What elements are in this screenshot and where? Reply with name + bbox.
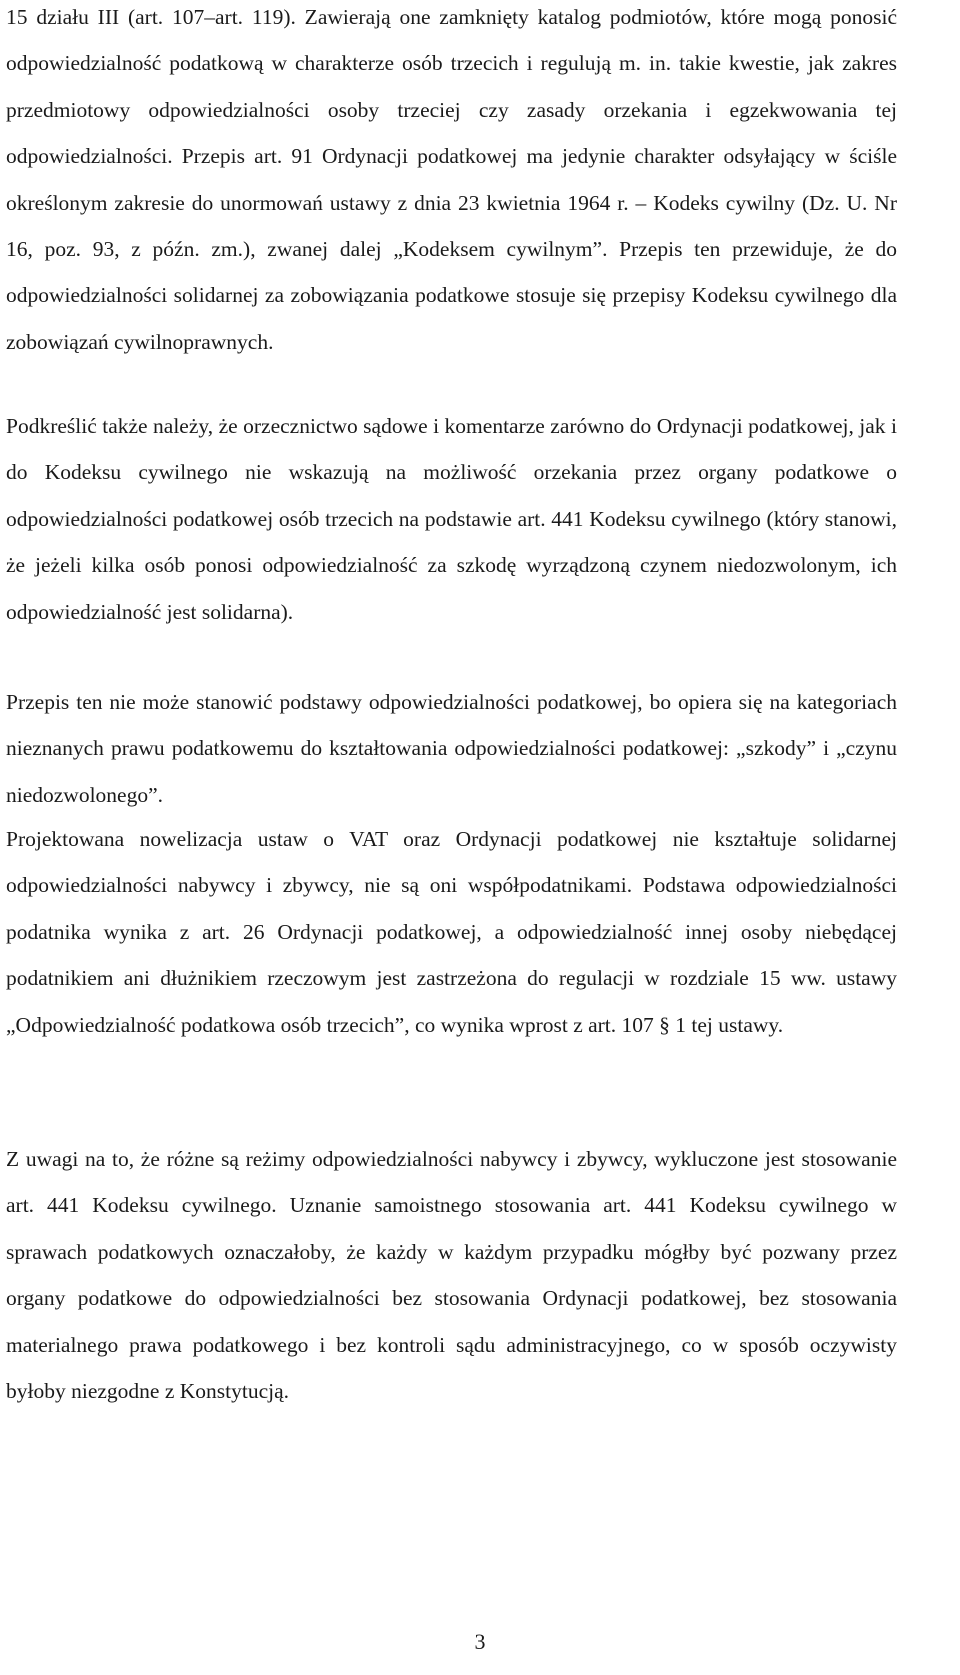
paragraph-vat-amendment: Projektowana nowelizacja ustaw o VAT oraz Ordynacji podatkowej nie kształtuje solidarnej odpowiedzialności nabywcy i zbywcy, nie są oni współpodatnikami. Podstawa odpowiedzialności podatnika wynika z art. 26 Ordynacji podatkowej, a odpowiedzialność innej osoby niebędącej podatnikiem ani dłużnikiem rzeczowym jest zastrzeżona do regulacji w rozdziale 15 ww. ustawy „Odpowiedzialność podatkowa osób trzecich”, co wynika wprost z art. 107 § 1 tej ustawy. (6, 827, 897, 1037)
paragraph-case-law: Podkreślić także należy, że orzecznictwo sądowe i komentarze zarówno do Ordynacji podatkowej, jak i do Kodeksu cywilnego nie wskazują na możliwość orzekania przez organy podatkowe o odpowiedzialności podatkowej osób trzecich na podstawie art. 441 Kodeksu cywilnego (który stanowi, że jeżeli kilka osób ponosi odpowiedzialność za szkodę wyrządzoną czynem niedozwolonym, ich odpowiedzialność jest solidarna). (6, 414, 897, 624)
paragraph-tort-concepts: Przepis ten nie może stanowić podstawy odpowiedzialności podatkowej, bo opiera się na kategoriach nieznanych prawu podatkowemu do kształtowania odpowiedzialności podatkowej: „szkody” i „czynu niedozwolonego”. (6, 690, 897, 807)
paragraph-conclusion: Z uwagi na to, że różne są reżimy odpowiedzialności nabywcy i zbywcy, wykluczone jest stosowanie art. 441 Kodeksu cywilnego. Uznanie samoistnego stosowania art. 441 Kodeksu cywilnego w sprawach podatkowych oznaczałoby, że każdy w każdym przypadku mógłby być pozwany przez organy podatkowe do odpowiedzialności bez stosowania Ordynacji podatkowej, bez stosowania materialnego prawa podatkowego i bez kontroli sądu administracyjnego, co w sposób oczywisty byłoby niezgodne z Konstytucją. (6, 1147, 897, 1404)
page-number: 3 (474, 1629, 486, 1654)
paragraph-liability-catalog: 15 działu III (art. 107–art. 119). Zawierają one zamknięty katalog podmiotów, które mogą ponosić odpowiedzialność podatkową w charakterze osób trzecich i regulują m. in. takie kwestie, jak zakres przedmiotowy odpowiedzialności osoby trzeciej czy zasady orzekania i egzekwowania tej odpowiedzialności. Przepis art. 91 Ordynacji podatkowej ma jedynie charakter odsyłający w ściśle określonym zakresie do unormowań ustawy z dnia 23 kwietnia 1964 r. – Kodeks cywilny (Dz. U. Nr 16, poz. 93, z późn. zm.), zwanej dalej „Kodeksem cywilnym”. Przepis ten przewiduje, że do odpowiedzialności solidarnej za zobowiązania podatkowe stosuje się przepisy Kodeksu cywilnego dla zobowiązań cywilnoprawnych. (6, 5, 897, 354)
